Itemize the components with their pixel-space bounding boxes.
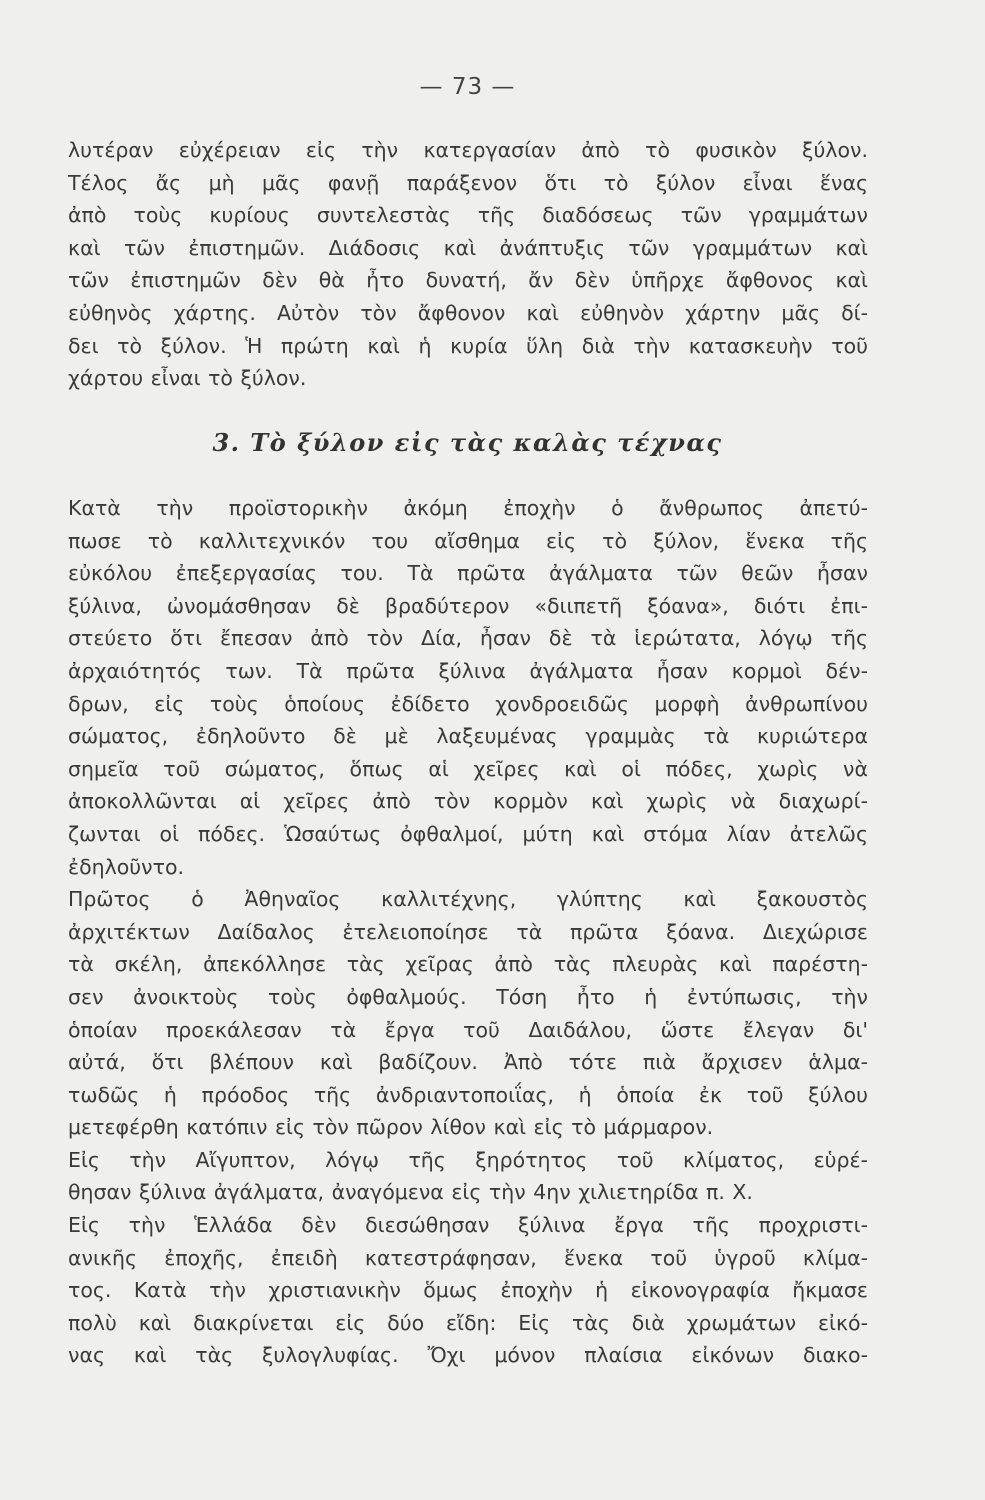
text-line: σεν ἀνοικτοὺς τοὺς ὀφθαλμούς. Τόση ἦτο ἡ ἐντύπωσις, τὴν [68, 984, 868, 1009]
text-line: τος. Κατὰ τὴν χριστιανικὴν ὅμως ἐποχὴν ἡ εἰκονογραφία ἤκμασε [68, 1278, 868, 1303]
text-line: ὁποίαν προεκάλεσαν τὰ ἔργα τοῦ Δαιδάλου, ὥστε ἔλεγαν δι' [68, 1017, 868, 1042]
text-line: νας καὶ τὰς ξυλογλυφίας. Ὄχι μόνον πλαίσια εἰκόνων διακο- [68, 1343, 868, 1368]
text-line: στεύετο ὅτι ἔπεσαν ἀπὸ τὸν Δία, ἦσαν δὲ τὰ ἱερώτατα, λόγῳ τῆς [68, 626, 868, 651]
body-paragraphs [68, 492, 868, 1372]
text-line: ἐδηλοῦντο. [68, 854, 185, 879]
text-line: χάρτου εἶναι τὸ ξύλον. [68, 366, 307, 391]
text-line: ξύλινα, ὠνομάσθησαν δὲ βραδύτερον «διιπετῆ ξόανα», διότι ἐπι- [68, 593, 868, 618]
text-line: εὐκόλου ἐπεξεργασίας του. Τὰ πρῶτα ἀγάλματα τῶν θεῶν ἦσαν [68, 561, 868, 586]
text-line: ζωνται οἱ πόδες. Ὡσαύτως ὀφθαλμοί, μύτη καὶ στόμα λίαν ἀτελῶς [68, 821, 868, 846]
text-line: θησαν ξύλινα ἀγάλματα, ἀναγόμενα εἰς τὴν 4ην χιλιετηρίδα π. Χ. [68, 1180, 753, 1205]
text-line: ἀρχιτέκτων Δαίδαλος ἐτελειοποίησε τὰ πρῶτα ξόανα. Διεχώρισε [68, 919, 868, 944]
text-line: ἀποκολλῶνται αἱ χεῖρες ἀπὸ τὸν κορμὸν καὶ χωρὶς νὰ διαχωρί- [68, 789, 868, 814]
text-line: τῶν ἐπιστημῶν δὲν θὰ ἦτο δυνατή, ἄν δὲν ὑπῆρχε ἄφθονος καὶ [68, 268, 868, 293]
text-line: Τέλος ἄς μὴ μᾶς φανῇ παράξενον ὅτι τὸ ξύλον εἶναι ἕνας [68, 170, 868, 195]
text-line: ἀπὸ τοὺς κυρίους συντελεστὰς τῆς διαδόσεως τῶν γραμμάτων [68, 203, 868, 228]
page-number: — 73 — [419, 74, 516, 100]
text-line: πολὺ καὶ διακρίνεται εἰς δύο εἴδη: Εἰς τὰς διὰ χρωμάτων εἰκό- [68, 1310, 868, 1335]
text-line: σημεῖα τοῦ σώματος, ὅπως αἱ χεῖρες καὶ οἱ πόδες, χωρὶς νὰ [68, 756, 868, 781]
text-line: εὐθηνὸς χάρτης. Αὐτὸν τὸν ἄφθονον καὶ εὐθηνὸν χάρτην μᾶς δί- [68, 300, 868, 325]
text-line: καὶ τῶν ἐπιστημῶν. Διάδοσις καὶ ἀνάπτυξις τῶν γραμμάτων καὶ [68, 235, 868, 260]
text-line: τωδῶς ἡ πρόοδος τῆς ἀνδριαντοποιΐας, ἡ ὁποία ἐκ τοῦ ξύλου [68, 1082, 868, 1107]
text-line: δρων, εἰς τοὺς ὁποίους ἐδίδετο χονδροειδῶς μορφὴ ἀνθρωπίνου [68, 691, 868, 716]
text-line: δει τὸ ξύλον. Ἡ πρώτη καὶ ἡ κυρία ὕλη διὰ τὴν κατασκευὴν τοῦ [68, 333, 868, 358]
text-line: πωσε τὸ καλλιτεχνικόν του αἴσθημα εἰς τὸ ξύλον, ἕνεκα τῆς [68, 528, 868, 553]
text-line: σώματος, ἐδηλοῦντο δὲ μὲ λαξευμένας γραμμὰς τὰ κυριώτερα [68, 724, 868, 749]
intro-paragraphs [68, 134, 868, 395]
text-line: ανικῆς ἐποχῆς, ἐπειδὴ κατεστράφησαν, ἕνεκα τοῦ ὑγροῦ κλίμα- [68, 1245, 868, 1270]
text-line: Εἰς τὴν Αἴγυπτον, λόγῳ τῆς ξηρότητος τοῦ κλίματος, εὑρέ- [68, 1147, 868, 1172]
text-line: αὐτά, ὅτι βλέπουν καὶ βαδίζουν. Ἀπὸ τότε πιὰ ἄρχισεν ἁλμα- [68, 1050, 868, 1075]
text-line: Εἰς τὴν Ἑλλάδα δὲν διεσώθησαν ξύλινα ἔργα τῆς προχριστι- [68, 1213, 868, 1238]
text-line: Κατὰ τὴν προϊστορικὴν ἀκόμη ἐποχὴν ὁ ἄνθρωπος ἀπετύ- [68, 496, 868, 520]
text-line: Πρῶτος ὁ Ἀθηναῖος καλλιτέχνης, γλύπτης καὶ ξακουστὸς [68, 887, 868, 912]
text-line: λυτέραν εὐχέρειαν εἰς τὴν κατεργασίαν ἀπὸ τὸ φυσικὸν ξύλον. [68, 138, 868, 162]
text-line: τὰ σκέλη, ἀπεκόλλησε τὰς χεῖρας ἀπὸ τὰς πλευρὰς καὶ παρέστη- [68, 952, 868, 977]
section-heading: 3. Τὸ ξύλον εἰς τὰς καλὰς τέχνας [212, 428, 723, 457]
text-line: ἀρχαιότητός των. Τὰ πρῶτα ξύλινα ἀγάλματα ἦσαν κορμοὶ δέν- [68, 658, 868, 683]
text-line: μετεφέρθη κατόπιν εἰς τὸν πῶρον λίθον καὶ εἰς τὸ μάρμαρον. [68, 1115, 714, 1140]
